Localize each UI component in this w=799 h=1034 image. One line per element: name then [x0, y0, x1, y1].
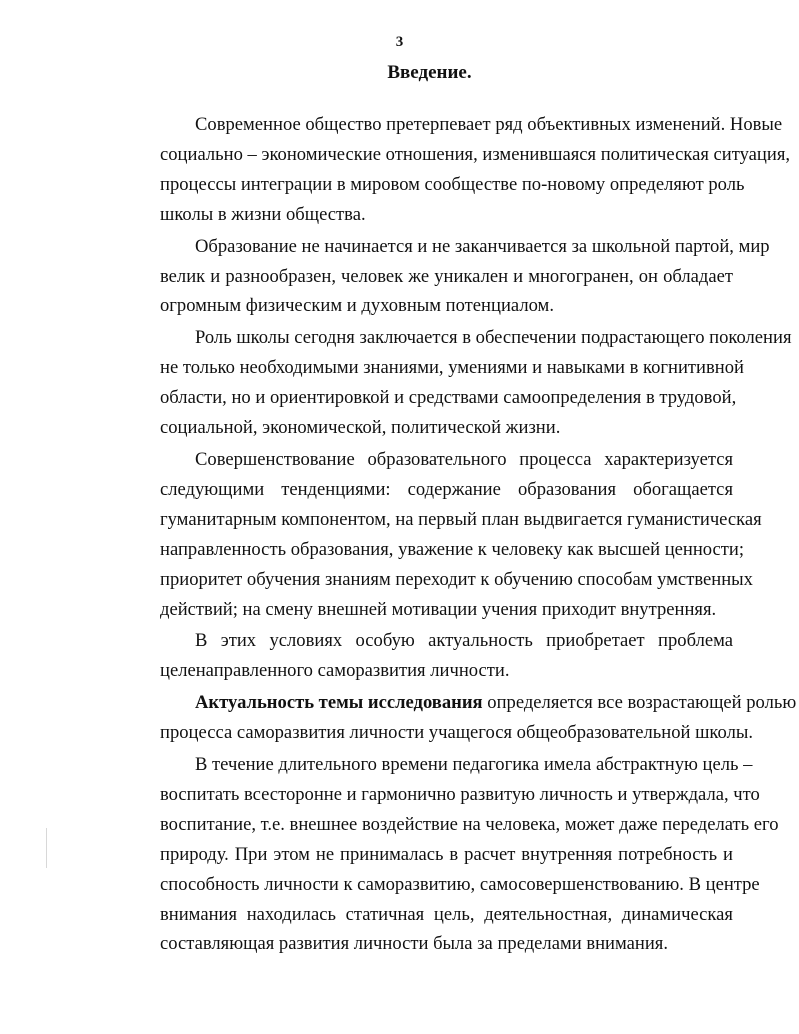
body-text — [125, 110, 797, 959]
paragraph-line: социально – экономические отношения, изменившаяся политическая ситуация, — [160, 143, 791, 165]
paragraph-line: составляющая развития личности была за пределами внимания. — [160, 933, 668, 955]
paragraph-line: Современное общество претерпевает ряд объективных изменений. Новые — [195, 114, 783, 135]
paragraph-6 — [125, 688, 797, 748]
paragraph-line: Совершенствование образовательного процесса характеризуется — [195, 448, 733, 470]
paragraph-line: не только необходимыми знаниями, умениями и навыками в когнитивной — [160, 357, 744, 379]
paragraph-line: школы в жизни общества. — [160, 203, 366, 225]
paragraph-line: гуманитарным компонентом, на первый план выдвигается гуманистическая — [160, 508, 762, 530]
paragraph-line: способность личности к саморазвитию, самосовершенствованию. В центре — [160, 873, 760, 895]
paragraph-line: процессы интеграции в мировом сообществе по-новому определяют роль — [160, 173, 745, 195]
paragraph-line: социальной, экономической, политической жизни. — [160, 417, 561, 439]
paragraph-2 — [125, 232, 770, 322]
paragraph-line: направленность образования, уважение к человеку как высшей ценности; — [160, 538, 745, 560]
paragraph-line: приоритет обучения знаниям переходит к обучению способам умственных — [160, 568, 753, 590]
paragraph-1 — [125, 110, 791, 230]
scan-margin-mark — [46, 828, 47, 868]
paragraph-line: воспитание, т.е. внешнее воздействие на человека, может даже переделать его — [160, 813, 779, 835]
paragraph-line: Роль школы сегодня заключается в обеспечении подрастающего поколения — [195, 327, 792, 349]
paragraph-line: процесса саморазвития личности учащегося общеобразовательной школы. — [160, 722, 753, 744]
paragraph-line: природу. При этом не принималась в расчет внутренняя потребность и — [160, 843, 733, 865]
paragraph-line: Образование не начинается и не заканчивается за школьной партой, мир — [195, 235, 770, 257]
paragraph-5 — [125, 626, 733, 686]
paragraph-line: следующими тенденциями: содержание образования обогащается — [160, 478, 733, 500]
section-heading: Введение. — [387, 62, 472, 83]
paragraph-7 — [125, 750, 779, 959]
paragraph-line — [125, 688, 797, 718]
page-number: 3 — [395, 34, 404, 50]
paragraph-line: В этих условиях особую актуальность приобретает проблема — [195, 630, 733, 652]
relevance-lead-rest: определяется все возрастающей ролью — [482, 692, 797, 714]
paragraph-line: воспитать всесторонне и гармонично развитую личность и утверждала, что — [160, 783, 760, 805]
paragraph-4 — [125, 445, 762, 624]
paragraph-line: целенаправленного саморазвития личности. — [160, 660, 510, 682]
relevance-lead: Актуальность темы исследования — [195, 692, 483, 714]
paragraph-line: огромным физическим и духовным потенциалом. — [160, 295, 554, 317]
paragraph-line: области, но и ориентировкой и средствами самоопределения в трудовой, — [160, 387, 737, 409]
paragraph-line: внимания находилась статичная цель, деятельностная, динамическая — [160, 903, 733, 925]
paragraph-line: В течение длительного времени педагогика имела абстрактную цель – — [195, 754, 753, 776]
paragraph-line: велик и разнообразен, человек же уникален и многогранен, он обладает — [160, 265, 733, 287]
paragraph-line: действий; на смену внешней мотивации учения приходит внутренняя. — [160, 598, 717, 620]
paragraph-3 — [125, 323, 792, 443]
